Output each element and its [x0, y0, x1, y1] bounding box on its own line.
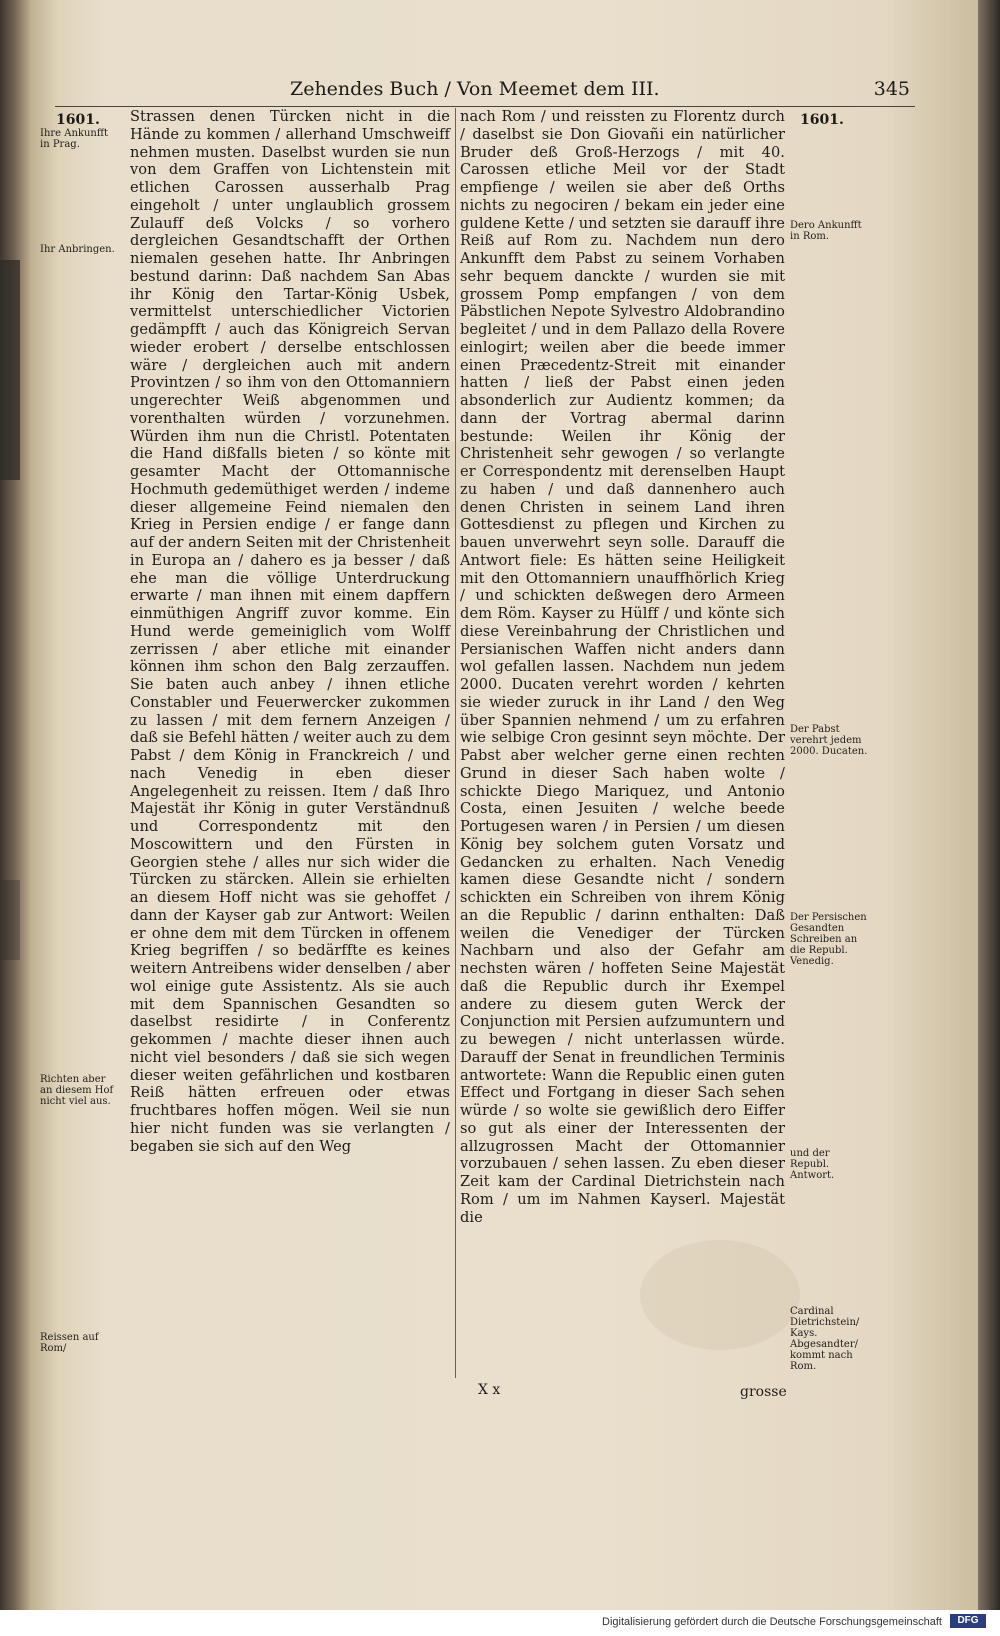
margin-note: Dero Ankunfft in Rom. [790, 220, 862, 242]
margin-note: und der Republ. Antwort. [790, 1148, 835, 1181]
facing-page-print [0, 880, 20, 960]
margin-year-right: 1601. [800, 112, 844, 128]
margin-note: Der Pabst verehrt jedem 2000. Ducaten. [790, 724, 868, 757]
margin-note: Reissen auf Rom/ [40, 1332, 99, 1354]
margin-note: Ihre Ankunfft in Prag. [40, 128, 108, 150]
book-binding [0, 0, 34, 1636]
facing-page-print [0, 260, 20, 480]
paper-stain [640, 1240, 800, 1350]
margin-note: Cardinal Dietrichstein/ Kays. Abgesandter/ kommt nach Rom. [790, 1306, 860, 1372]
text-column-right [460, 108, 785, 1226]
signature-mark: X x [478, 1382, 501, 1398]
dfg-logo: DFG [950, 1614, 986, 1628]
margin-note: Ihr Anbringen. [40, 244, 115, 255]
text-column-left [130, 108, 450, 1155]
digitization-credit: Digitalisierung gefördert durch die Deutsche Forschungsgemeinschaft [602, 1616, 942, 1628]
header-title: Zehendes Buch / Von Meemet dem III. [290, 78, 660, 100]
margin-year-left: 1601. [56, 112, 100, 128]
paragraph: nach Rom / und reissten zu Florentz durch / daselbst sie Don Giovañi ein natürlicher Bruder deß Groß-Herzogs / mit 40. Carossen etliche Meil vor der Stadt empfienge / weilen sie aber deß Orths nichts zu negociren / bekam ein jeder eine guldene Kette / und setzten sie darauff ihre Reiß auf Rom zu. Nachdem nun dero Ankunfft dem Pabst zu seinem Vorhaben sehr bequem danckte / wurden sie mit grossem Pomp empfangen / von dem Päbstlichen Nepote Sylvestro Aldobrandino begleitet / und in dem Pallazo della Rovere einlogirt; weilen aber die beede immer einen Præcedentz-Streit mit einander hatten / ließ der Pabst einen jeden absonderlich zur Audientz kommen; da dann der Vortrag abermal darinn bestunde: Weilen ihr König der Christenheit sehr gewogen / so verlangte er Correspondentz mit derenselben Haupt zu haben / und daß dannenhero auch denen Christen in seinem Land ihren Gottesdienst zu pflegen und Kirchen zu bauen unverwehrt seyn solle. Darauff die Antwort fiele: Es hätten seine Heiligkeit mit den Ottomanniern unauffhörlich Krieg / und schickten deßwegen dero Armeen dem Röm. Kayser zu Hülff / und könte sich diese Vereinbahrung der Christlichen und Persianischen Waffen nicht anders dann wol gefallen lassen. Nachdem nun jedem 2000. Ducaten verehrt worden / kehrten sie wieder zuruck in ihr Land / den Weg über Spannien nehmend / um zu erfahren wie selbige Cron gesinnt seyn möchte. Der Pabst aber welcher gerne einen rechten Grund in dieser Sach haben wolte / schickte Diego Mariquez, und Antonio Costa, einen Jesuiten / welche beede Portugesen waren / in Persien / um diesen König bey solchem guten Vorsatz und Gedancken zu erhalten. Nach Venedig kamen diese Gesandte nicht / sondern schickten ein Schreiben von ihrem König an die Republic / darinn enthalten: Daß weilen die Venediger der Türcken Nachbarn und also der Gefahr am nechsten wären / hoffeten Seine Majestät daß die Republic durch ihr Exempel andere zu diesem guten Werck der Conjunction mit Persien aufzumuntern und zu bewegen / nicht unterlassen würde. Darauff der Senat in freundlichen Terminis antwortete: Wann die Republic einen guten Effect und Fortgang in dieser Sach sehen würde / so wolte sie gewißlich dero Eiffer so gut als einer der Interessenten der allzugrossen Macht der Ottomannier vorzubauen / sehen lassen. Zu eben dieser Zeit kam der Cardinal Dietrichstein nach Rom / um im Nahmen Kayserl. Majestät die [460, 108, 785, 1226]
paragraph: Strassen denen Türcken nicht in die Hände zu kommen / allerhand Umschweiff nehmen musten. Daselbst wurden sie nun von dem Graffen von Lichtenstein mit etlichen Carossen ausserhalb Prag eingeholt / unter unglaublich grossem Zulauff deß Volcks / so vorhero dergleichen Gesandtschafft der Orthen niemalen gesehen hatte. Ihr Anbringen bestund darinn: Daß nachdem San Abas ihr König den Tartar-König Usbek, vermittelst unterschiedlicher Victorien gedämpfft / auch das Königreich Servan wieder erobert / derselbe entschlossen wäre / dergleichen auch mit andern Provintzen / so ihm von den Ottomanniern ungerechter Weiß abgenommen und vorenthalten würden / vorzunehmen. Würden ihm nun die Christl. Potentaten die Hand dißfalls bieten / so könte mit gesamter Macht der Ottomannische Hochmuth gedemüthiget werden / indeme dieser allgemeine Feind niemalen den Krieg in Persien endige / er fange dann auf der andern Seiten mit der Christenheit in Europa an / dahero es ja besser / daß ehe man die völlige Unterdruckung erwarte / man ihnen mit einem dapffern einmüthigen Angriff zuvor komme. Ein Hund werde gemeiniglich vom Wolff zerrissen / aber etliche mit einander können ihm schon den Balg zerzauffen. Sie baten auch anbey / ihnen etliche Constabler und Feuerwercker zukommen zu lassen / mit dem fernern Anzeigen / daß sie Befehl hätten / weiter auch zu dem Pabst / dem König in Franckreich / und nach Venedig in eben dieser Angelegenheit zu reissen. Item / daß Ihro Majestät ihr König in guter Verständnuß und Correspondentz mit den Moscowittern und den Fürsten in Georgien stehe / alles nur sich wider die Türcken zu stärcken. Allein sie erhielten an diesem Hoff nicht was sie gehoffet / dann der Kayser gab zur Antwort: Weilen er ohne dem mit dem Türcken in offenem Krieg begriffen / so bedärffte es keines weitern Antreibens wider denselben / aber wol einige gute Assistentz. Als sie auch mit dem Spannischen Gesandten so daselbst residirte / in Conferentz gekommen / machte dieser ihnen auch nicht viel besonders / daß sie sich wegen dieser weiten gefährlichen und kostbaren Reiß hätten erfreuen oder etwas fruchtbares hoffen mögen. Weil sie nun hier nicht funden was sie verlangten / begaben sie sich auf den Weg [130, 108, 450, 1155]
margin-note: Richten aber an diesem Hof nicht viel aus. [40, 1074, 114, 1107]
header-rule [55, 106, 915, 107]
page-edge [978, 0, 1000, 1610]
catchword: grosse [740, 1384, 787, 1400]
running-header [290, 78, 910, 106]
margin-note: Der Persischen Gesandten Schreiben an die Republ. Venedig. [790, 912, 867, 967]
page-number: 345 [873, 78, 910, 100]
column-divider [455, 108, 456, 1378]
